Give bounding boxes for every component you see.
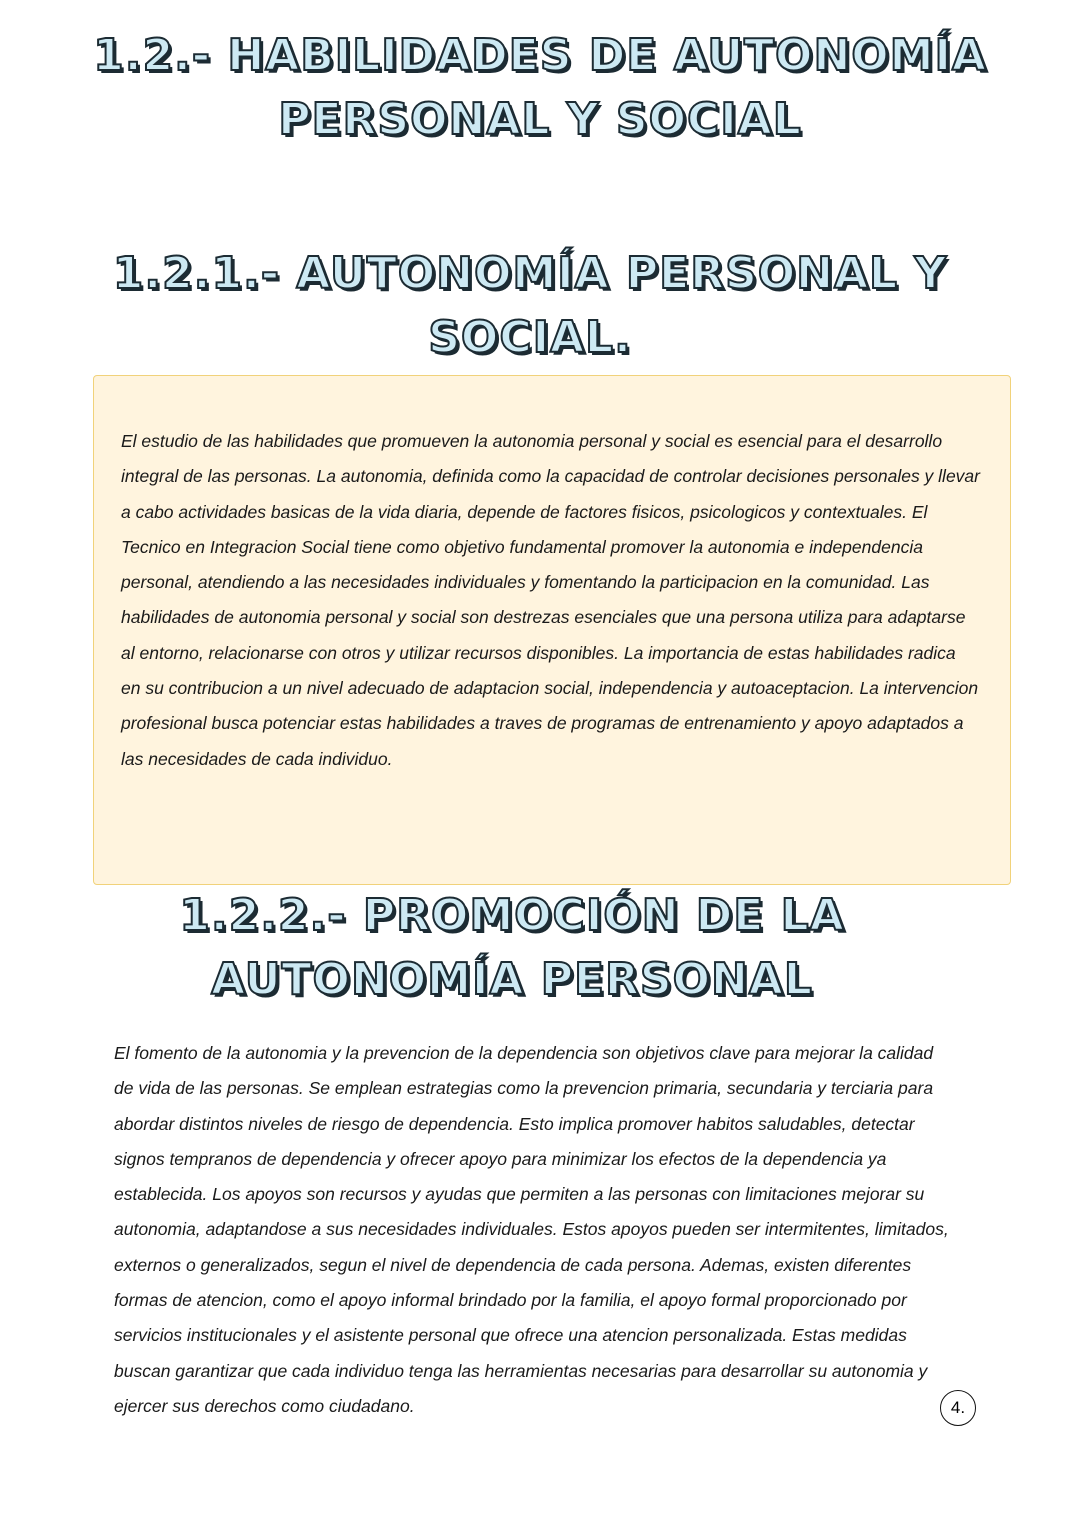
section-title-line: SOCIAL. xyxy=(428,312,632,363)
section-title-line: 1.2.1.- AUTONOMÍA PERSONAL Y xyxy=(112,248,948,299)
paragraph-line: abordar distintos niveles de riesgo de dependencia. Esto implica promover habitos saludables, detectar xyxy=(114,1113,915,1134)
paragraph-line: al entorno, relacionarse con otros y utilizar recursos disponibles. La importancia de estas habilidades radica xyxy=(121,642,956,663)
paragraph-line: buscan garantizar que cada individuo tenga las herramientas necesarias para desarrollar su autonomia y xyxy=(114,1360,928,1381)
paragraph-line: integral de las personas. La autonomia, definida como la capacidad de controlar decisiones personales y llevar xyxy=(121,466,980,487)
paragraph-line: ejercer sus derechos como ciudadano. xyxy=(114,1395,415,1416)
paragraph-line: establecida. Los apoyos son recursos y ayudas que permiten a las personas con limitaciones mejorar su xyxy=(114,1184,925,1205)
paragraph-line: a cabo actividades basicas de la vida diaria, depende de factores fisicos, psicologicos y contextuales. El xyxy=(121,501,928,522)
section-2-title xyxy=(0,884,1052,1012)
section-2-paragraph xyxy=(114,1036,949,1424)
page-number: 4. xyxy=(940,1390,976,1426)
paragraph-line: de vida de las personas. Se emplean estrategias como la prevencion primaria, secundaria y terciaria para xyxy=(114,1078,934,1099)
section-1-paragraph xyxy=(121,424,980,777)
section-1-title xyxy=(0,242,1070,370)
main-title xyxy=(0,24,1080,152)
paragraph-line: externos o generalizados, segun el nivel de dependencia de cada persona. Ademas, existen diferentes xyxy=(114,1254,912,1275)
paragraph-line: servicios institucionales y el asistente personal que ofrece una atencion personalizada. Estas medidas xyxy=(114,1325,907,1346)
paragraph-line: formas de atencion, como el apoyo informal brindado por la familia, el apoyo formal proporcionado por xyxy=(114,1290,907,1311)
main-title-line: PERSONAL Y SOCIAL xyxy=(278,94,802,145)
paragraph-line: El fomento de la autonomia y la prevencion de la dependencia son objetivos clave para mejorar la calidad xyxy=(114,1043,934,1063)
paragraph-line: habilidades de autonomia personal y social son destrezas esenciales que una persona utiliza para adaptarse xyxy=(121,607,966,628)
paragraph-line: autonomia, adaptandose a sus necesidades individuales. Estos apoyos pueden ser intermitentes, limitados, xyxy=(114,1219,949,1240)
main-title-line: 1.2.- HABILIDADES DE AUTONOMÍA xyxy=(93,30,987,81)
paragraph-line: personal, atendiendo a las necesidades individuales y fomentando la participacion en la comunidad. Las xyxy=(121,572,930,593)
section-title-line: AUTONOMÍA PERSONAL xyxy=(211,954,813,1005)
paragraph-line: signos tempranos de dependencia y ofrecer apoyo para minimizar los efectos de la dependencia ya xyxy=(114,1148,887,1169)
paragraph-line: las necesidades de cada individuo. xyxy=(121,748,393,769)
paragraph-line: en su contribucion a un nivel adecuado de adaptacion social, independencia y autoaceptacion. La intervencion xyxy=(121,678,979,699)
paragraph-line: profesional busca potenciar estas habilidades a traves de programas de entrenamiento y apoyo adaptados a xyxy=(121,713,964,734)
paragraph-line: El estudio de las habilidades que promueven la autonomia personal y social es esencial para el desarrollo xyxy=(121,431,943,451)
paragraph-line: Tecnico en Integracion Social tiene como objetivo fundamental promover la autonomia e independencia xyxy=(121,536,923,557)
section-title-line: 1.2.2.- PROMOCIÓN DE LA xyxy=(179,890,845,941)
